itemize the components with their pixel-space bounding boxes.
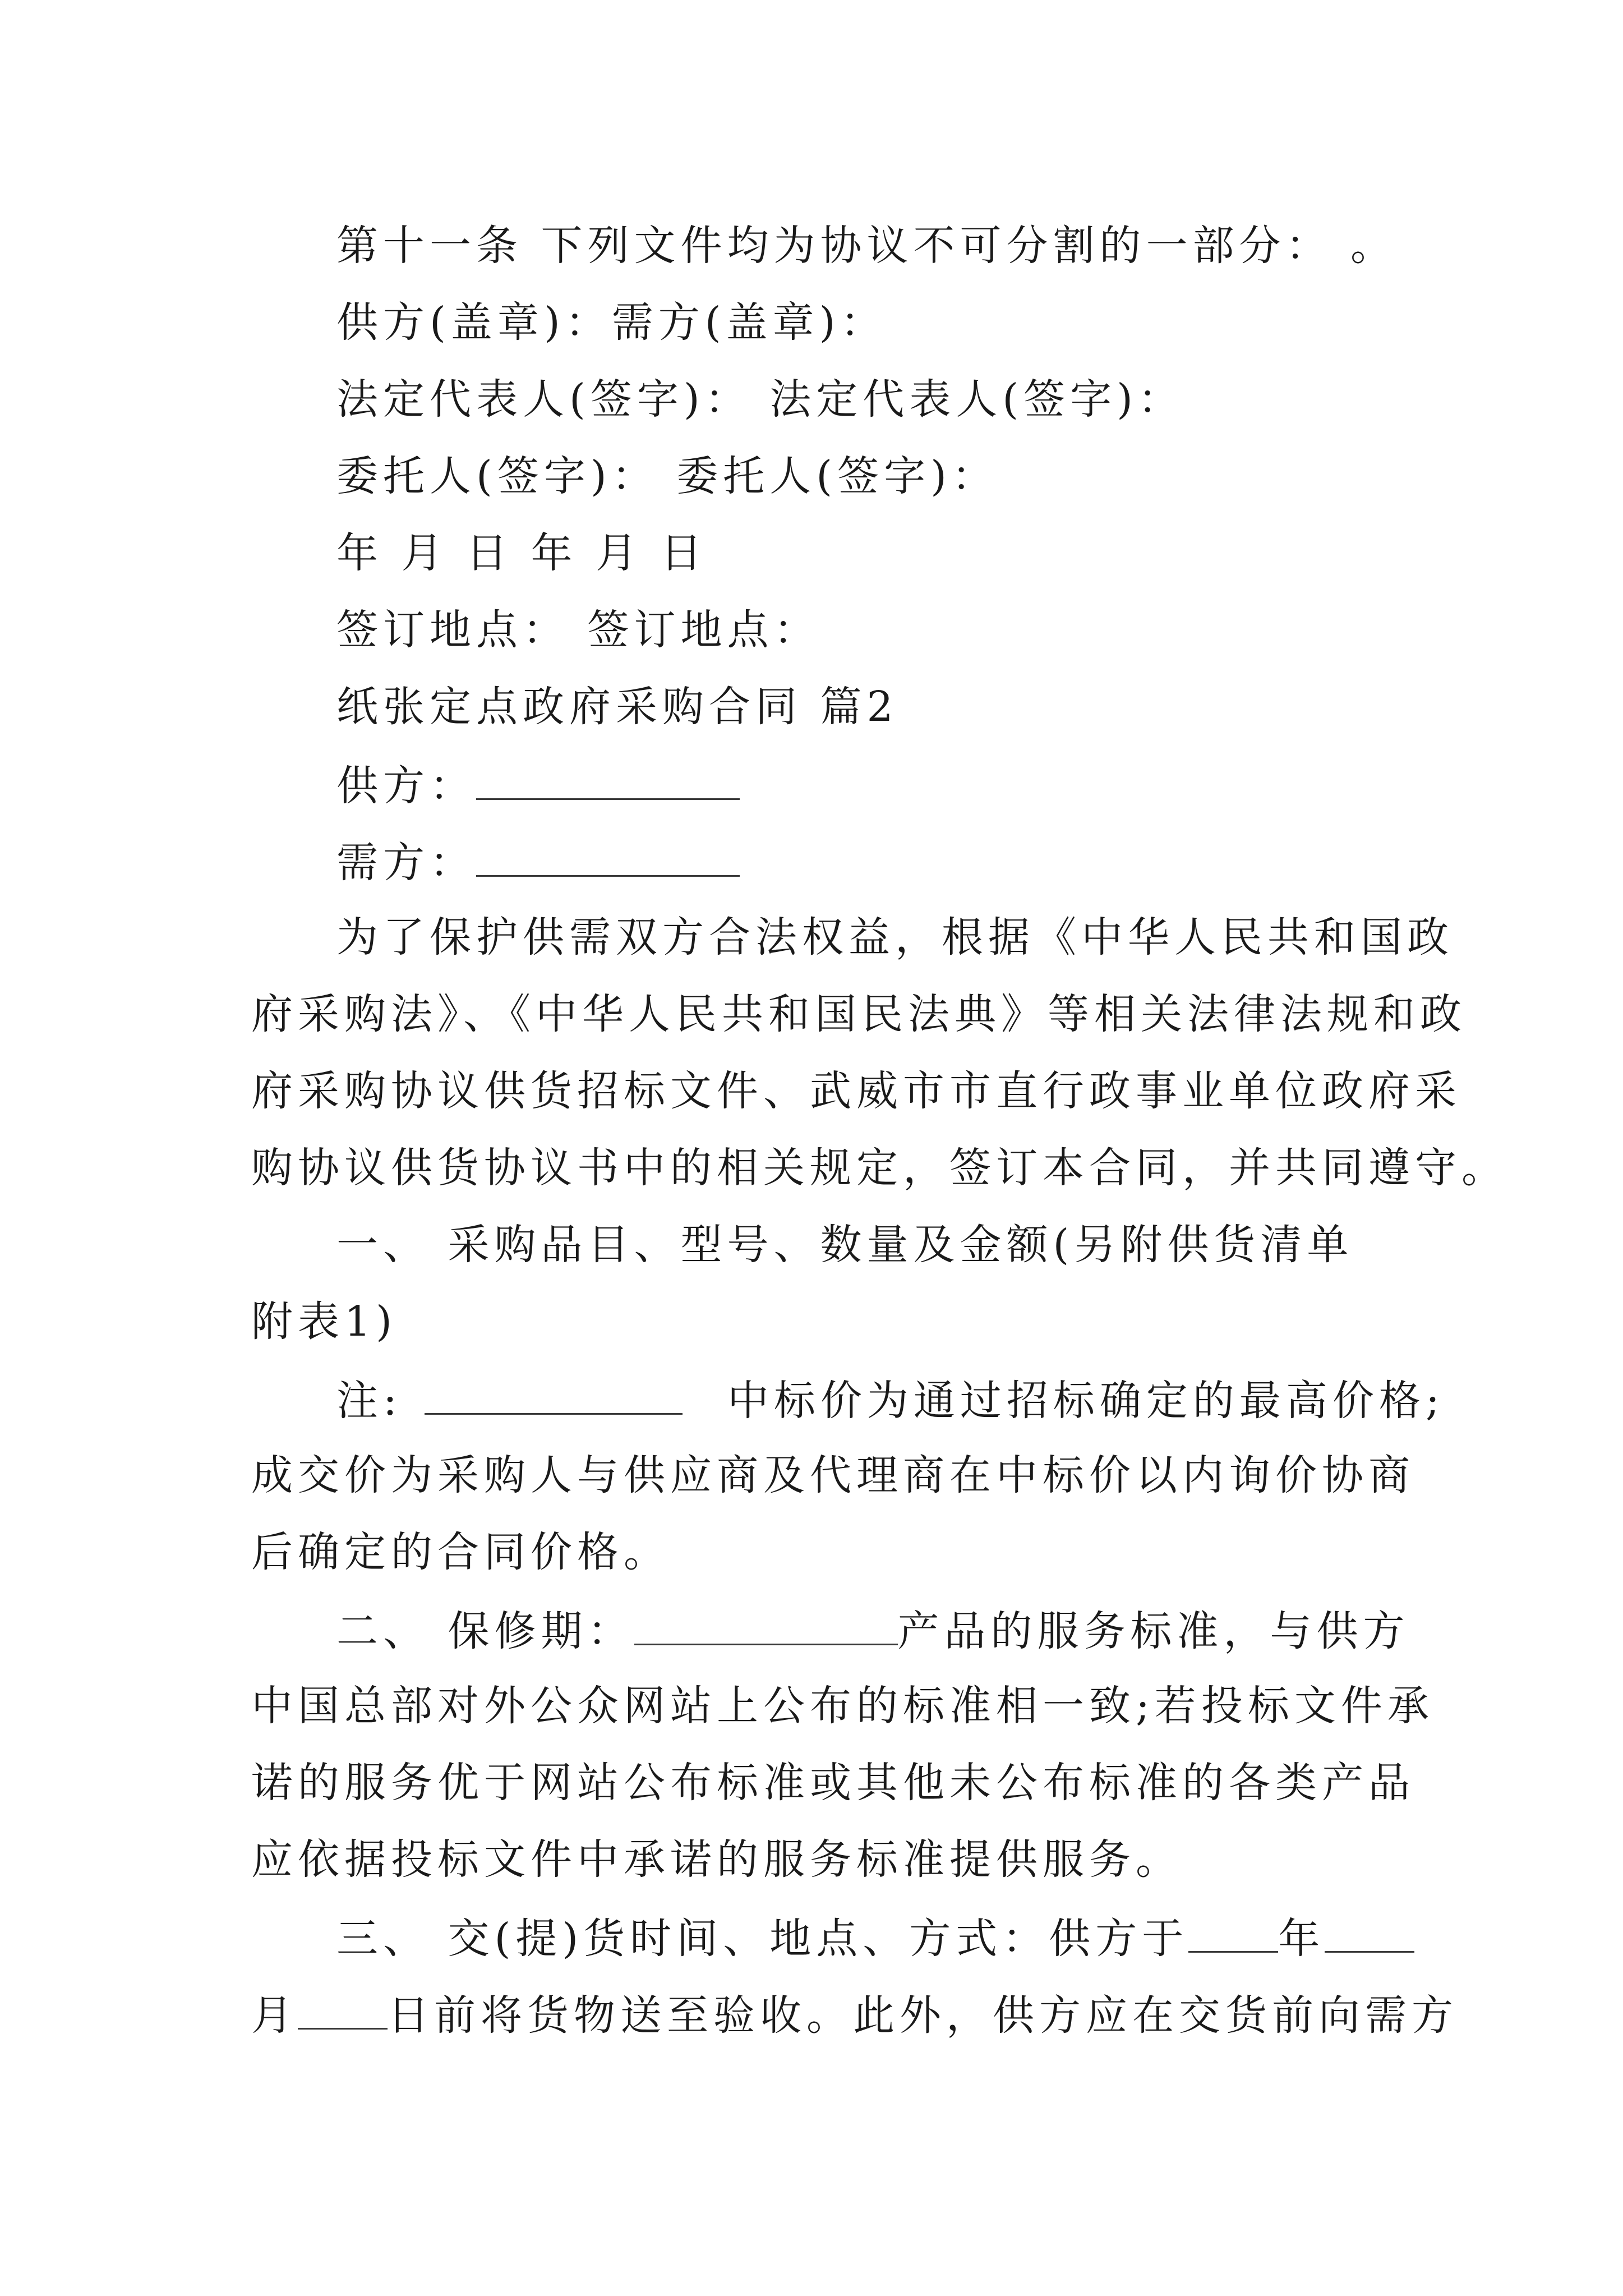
paragraph-1-line-4 — [251, 1141, 1508, 1195]
section-2-line-4 — [251, 1833, 1182, 1887]
warranty-blank — [634, 1602, 898, 1645]
agent-text: 委托人(签字)： 委托人(签字)： — [336, 452, 999, 500]
year-blank — [1188, 1910, 1278, 1953]
supplier-label: 供方： — [336, 762, 476, 810]
section-2-line-4-text: 应依据投标文件中承诺的服务标准提供服务。 — [251, 1835, 1182, 1884]
note-label: 注: — [336, 1377, 402, 1425]
paragraph-1-line-1 — [336, 910, 1454, 964]
day-blank — [298, 1986, 388, 2030]
section-2-rest-text: 产品的服务标准，与供方 — [897, 1607, 1410, 1655]
note-line-3-text: 后确定的合同价格。 — [251, 1528, 670, 1576]
article-11-line — [336, 219, 1397, 273]
note-line-2-text: 成交价为采购人与供应商及代理商在中标价以内询价协商 — [251, 1451, 1415, 1499]
month-label: 月 — [251, 1991, 298, 2040]
note-rest-text: 中标价为通过招标确定的最高价格; — [727, 1377, 1445, 1425]
section-2-line-2-text: 中国总部对外公众网站上公布的标准相一致;若投标文件承 — [251, 1682, 1434, 1730]
section-3-line-2 — [251, 1986, 1458, 2042]
month-lead-blank — [1325, 1910, 1414, 1953]
buyer-blank — [476, 834, 740, 877]
supplier-blank — [476, 757, 740, 800]
legal-rep-text: 法定代表人(签字)： 法定代表人(签字)： — [336, 375, 1185, 424]
section-1-line-2 — [251, 1295, 397, 1349]
supplier-line — [336, 757, 740, 813]
paragraph-1-line-2-text: 府采购法》、《中华人民共和国民法典》等相关法律法规和政 — [251, 990, 1467, 1038]
section-3-label: 三、 交(提)货时间、地点、方式：供方于 — [336, 1915, 1189, 1963]
note-line-3 — [251, 1525, 670, 1579]
section-2-line-2 — [251, 1679, 1434, 1733]
place-line — [336, 603, 820, 657]
section-2-label: 二、 保修期： — [336, 1607, 634, 1655]
note-line-2 — [251, 1448, 1415, 1502]
year-label: 年 — [1278, 1915, 1325, 1963]
section-1-line-1 — [336, 1218, 1353, 1272]
date-line — [336, 526, 707, 580]
section-2-line-1 — [336, 1602, 1410, 1658]
paragraph-1-line-4-text: 购协议供货协议书中的相关规定，签订本合同，并共同遵守。 — [251, 1144, 1508, 1192]
section-1-line-1-text: 一、 采购品目、型号、数量及金额(另附供货清单 — [336, 1221, 1354, 1269]
note-blank — [425, 1372, 683, 1415]
buyer-line — [336, 834, 740, 890]
legal-rep-line — [336, 372, 1184, 426]
paragraph-1-line-1-text: 为了保护供需双方合法权益，根据《中华人民共和国政 — [336, 913, 1454, 961]
section-title-text: 纸张定点政府采购合同 篇2 — [336, 683, 898, 731]
section-title — [336, 680, 898, 734]
paragraph-1-line-2 — [251, 987, 1467, 1041]
paragraph-1-line-3-text: 府采购协议供货招标文件、武威市市直行政事业单位政府采 — [251, 1067, 1461, 1115]
agent-line — [336, 449, 998, 503]
paragraph-1-line-3 — [251, 1064, 1461, 1118]
seal-text: 供方(盖章)：需方(盖章)： — [336, 298, 887, 347]
date-text: 年 月 日 年 月 日 — [336, 529, 707, 577]
section-1-line-2-text: 附表1) — [251, 1297, 397, 1346]
section-2-line-3 — [251, 1756, 1415, 1810]
place-text: 签订地点： 签订地点： — [336, 606, 820, 654]
buyer-label: 需方： — [336, 839, 476, 887]
section-3-rest-text: 日前将货物送至验收。此外，供方应在交货前向需方 — [388, 1991, 1458, 2040]
section-2-line-3-text: 诺的服务优于网站公布标准或其他未公布标准的各类产品 — [251, 1759, 1415, 1807]
seal-line — [336, 296, 887, 349]
article-11-text: 第十一条 下列文件均为协议不可分割的一部分： 。 — [336, 222, 1398, 270]
section-3-line-1 — [336, 1910, 1414, 1966]
note-line-1 — [336, 1372, 1445, 1428]
